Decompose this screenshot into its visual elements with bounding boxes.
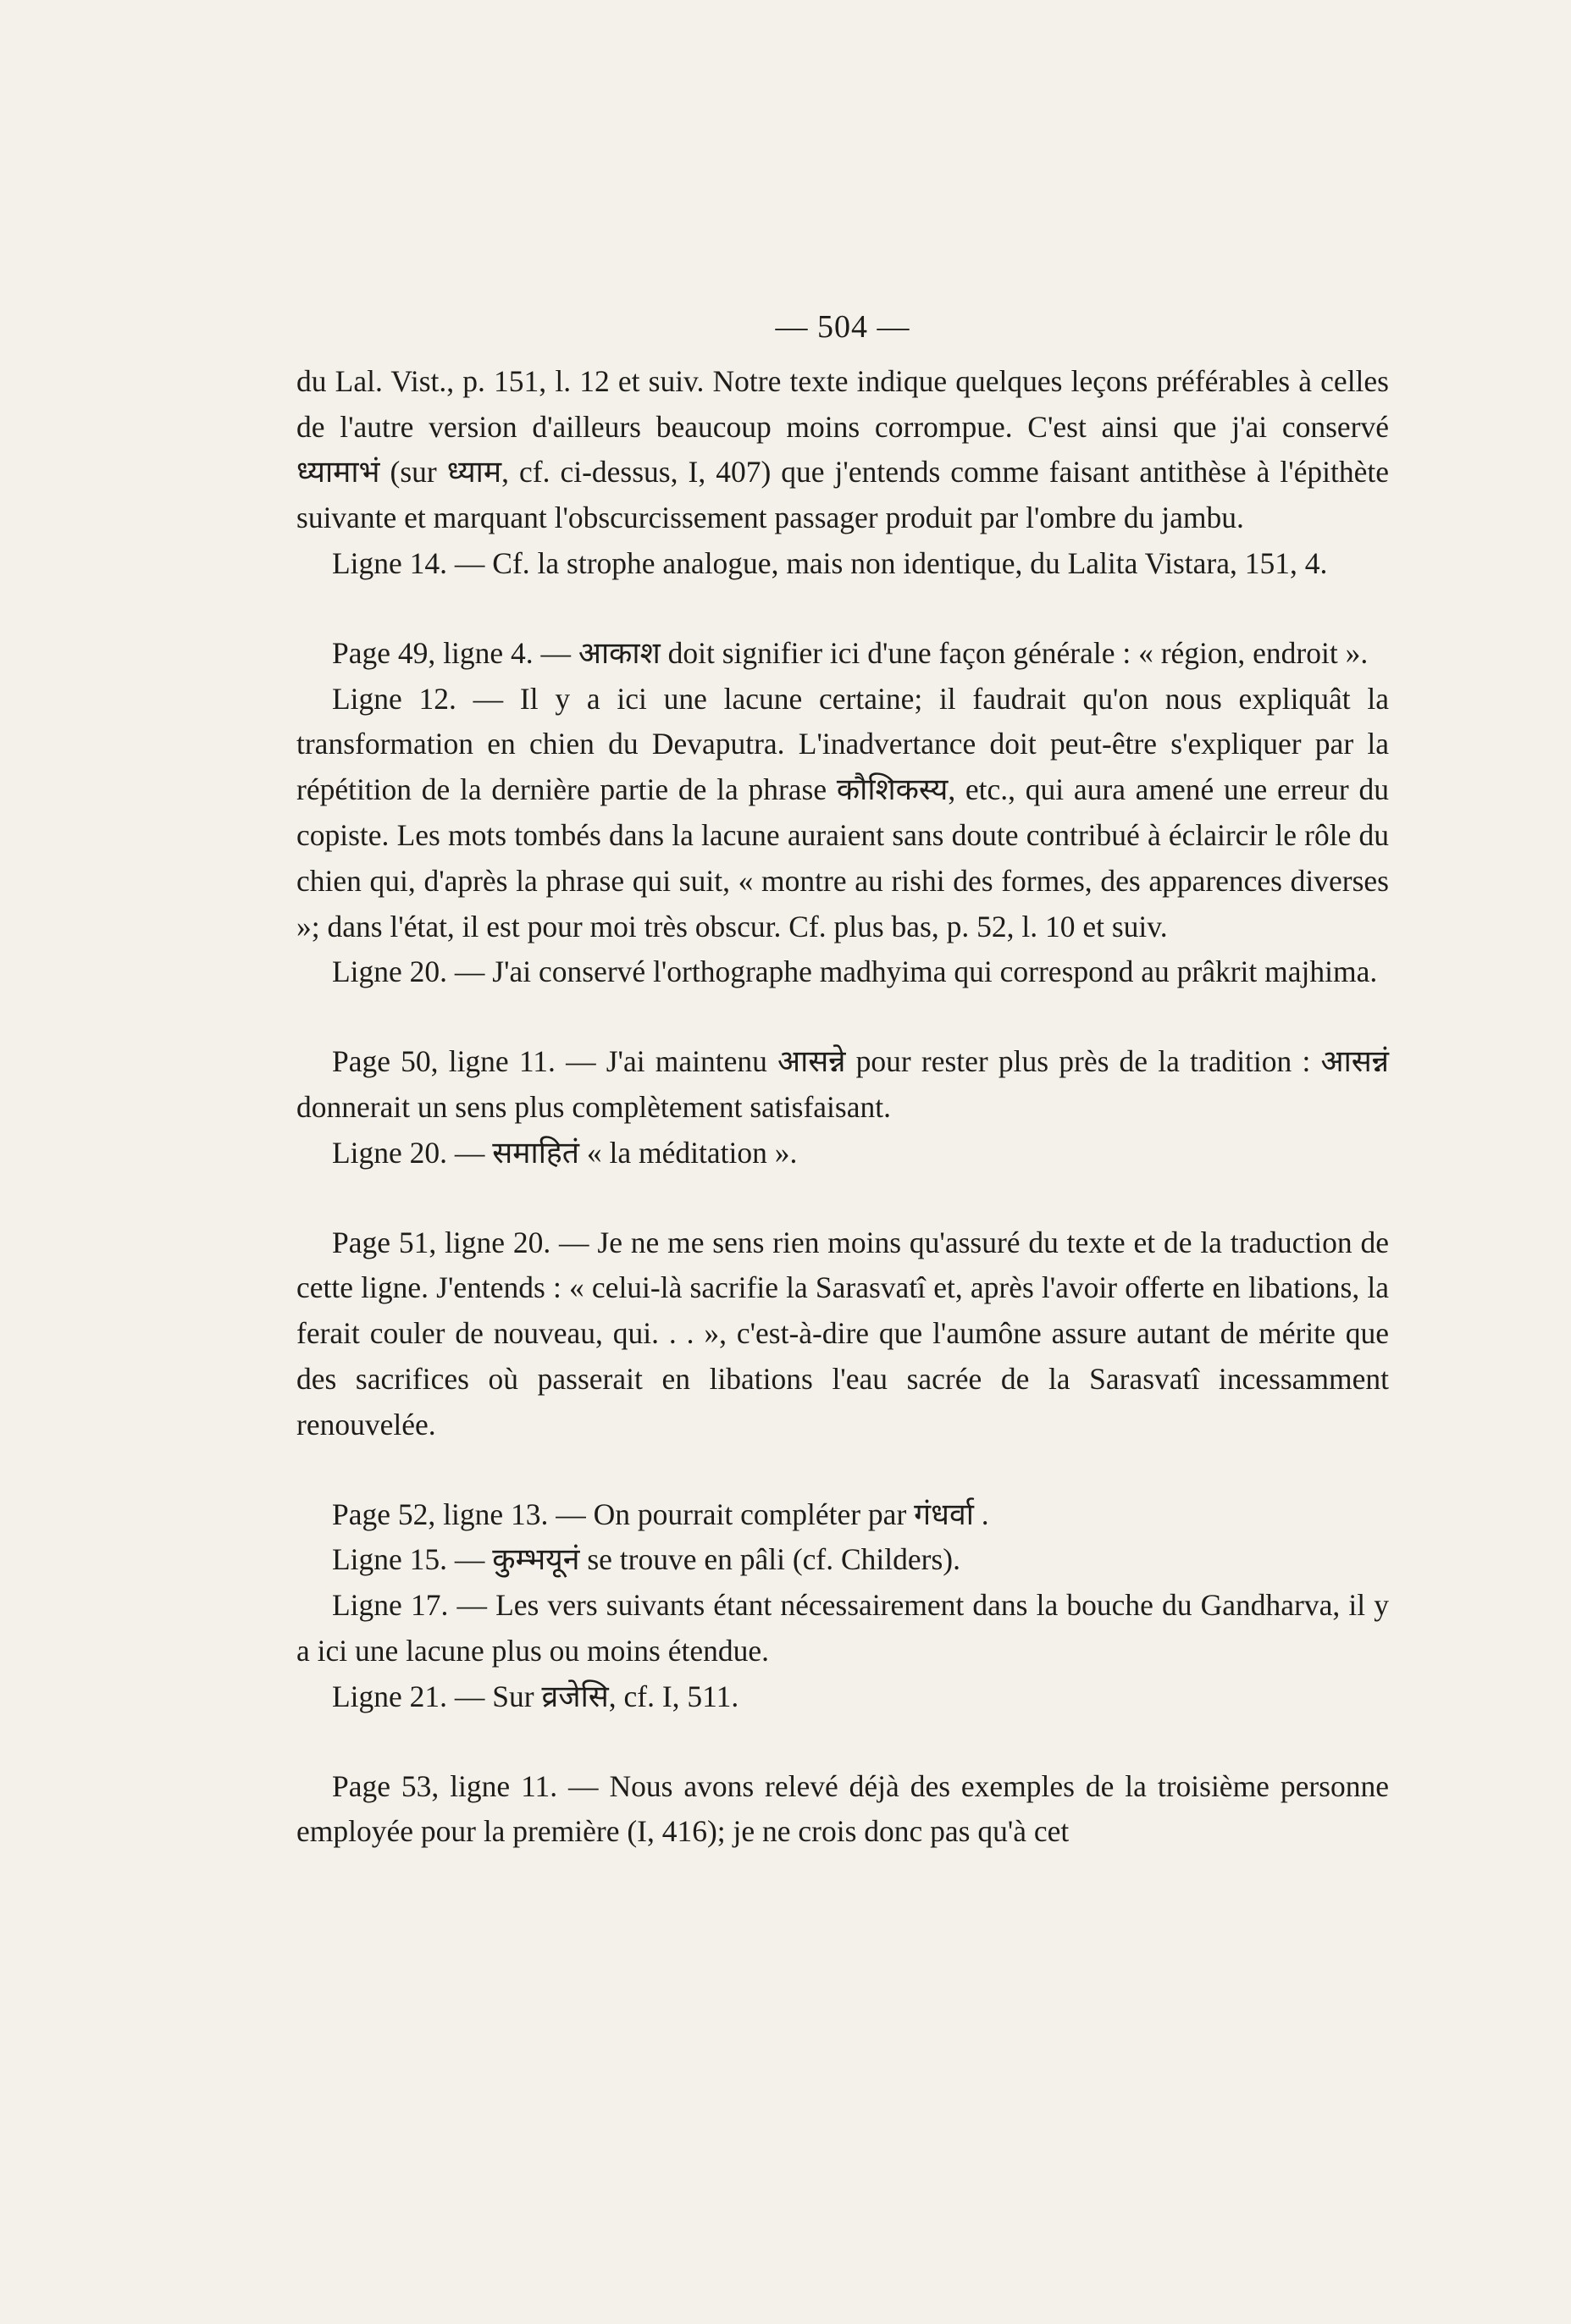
notes-section-page-52	[296, 1492, 1389, 1720]
note-ligne-12: Ligne 12. — Il y a ici une lacune certaine; il faudrait qu'on nous expliquât la transformation en chien du Devaputra. L'inadvertance doit peut-être s'expliquer par la répétition de la dernière partie de la phrase कौशिकस्य, etc., qui aura amené une erreur du copiste. Les mots tombés dans la lacune auraient sans doute contribué à éclaircir le rôle du chien qui, d'après la phrase qui suit, « montre au rishi des formes, des apparences diverses »; dans l'état, il est pour moi très obscur. Cf. plus bas, p. 52, l. 10 et suiv.	[296, 681, 1389, 943]
note-page-51-ligne-20: Page 51, ligne 20. — Je ne me sens rien moins qu'assuré du texte et de la traduction de cette ligne. J'entends : « celui-là sacrifie la Sarasvatî et, après l'avoir offerte en libations, la ferait couler de nouveau, qui. . . », c'est-à-dire que l'aumône assure autant de mérite que des sacrifices où passerait en libations l'eau sacrée de la Sarasvatî incessamment renouvelée.	[296, 1225, 1389, 1441]
note-ligne-15: Ligne 15. — कुम्भयूनं se trouve en pâli (cf. Childers).	[332, 1542, 960, 1577]
page-number: — 504 —	[775, 309, 910, 345]
note-page-50-ligne-11: Page 50, ligne 11. — J'ai maintenu आसन्ने pour rester plus près de la tradition : आसन्नं donnerait un sens plus complètement satisfaisant.	[296, 1044, 1389, 1124]
note-ligne-14: Ligne 14. — Cf. la strophe analogue, mais non identique, du Lalita Vistara, 151, 4.	[332, 545, 1328, 580]
note-page-52-ligne-13: Page 52, ligne 13. — On pourrait compléter par गंधर्वा .	[332, 1497, 989, 1531]
notes-section-page-50	[296, 1039, 1389, 1176]
notes-section-page-51	[296, 1220, 1389, 1448]
note-ligne-20: Ligne 20. — J'ai conservé l'orthographe madhyima qui correspond au prâkrit majhima.	[332, 955, 1378, 989]
document-page	[296, 305, 1389, 1855]
notes-section-page-53	[296, 1764, 1389, 1856]
note-ligne-20: Ligne 20. — समाहितं « la méditation ».	[332, 1135, 798, 1170]
notes-section-page-48	[296, 359, 1389, 587]
note-ligne-17: Ligne 17. — Les vers suivants étant nécessairement dans la bouche du Gandharva, il y a ici une lacune plus ou moins étendue.	[296, 1588, 1389, 1668]
note-page-53-ligne-11: Page 53, ligne 11. — Nous avons relevé déjà des exemples de la troisième personne employée pour la première (I, 416); je ne crois donc pas qu'à cet	[296, 1768, 1389, 1849]
note-page-49-ligne-4: Page 49, ligne 4. — आकाश doit signifier ici d'une façon générale : « région, endroit ».	[332, 635, 1369, 670]
continuation-paragraph: du Lal. Vist., p. 151, l. 12 et suiv. Notre texte indique quelques leçons préférables à celles de l'autre version d'ailleurs beaucoup moins corrompue. C'est ainsi que j'ai conservé ध्यामाभं (sur ध्याम, cf. ci-dessus, I, 407) que j'entends comme faisant antithèse à l'épithète suivante et marquant l'obscurcissement passager produit par l'ombre du jambu.	[296, 363, 1389, 535]
notes-section-page-49	[296, 631, 1389, 995]
note-ligne-21: Ligne 21. — Sur व्रजेसि, cf. I, 511.	[332, 1679, 739, 1713]
